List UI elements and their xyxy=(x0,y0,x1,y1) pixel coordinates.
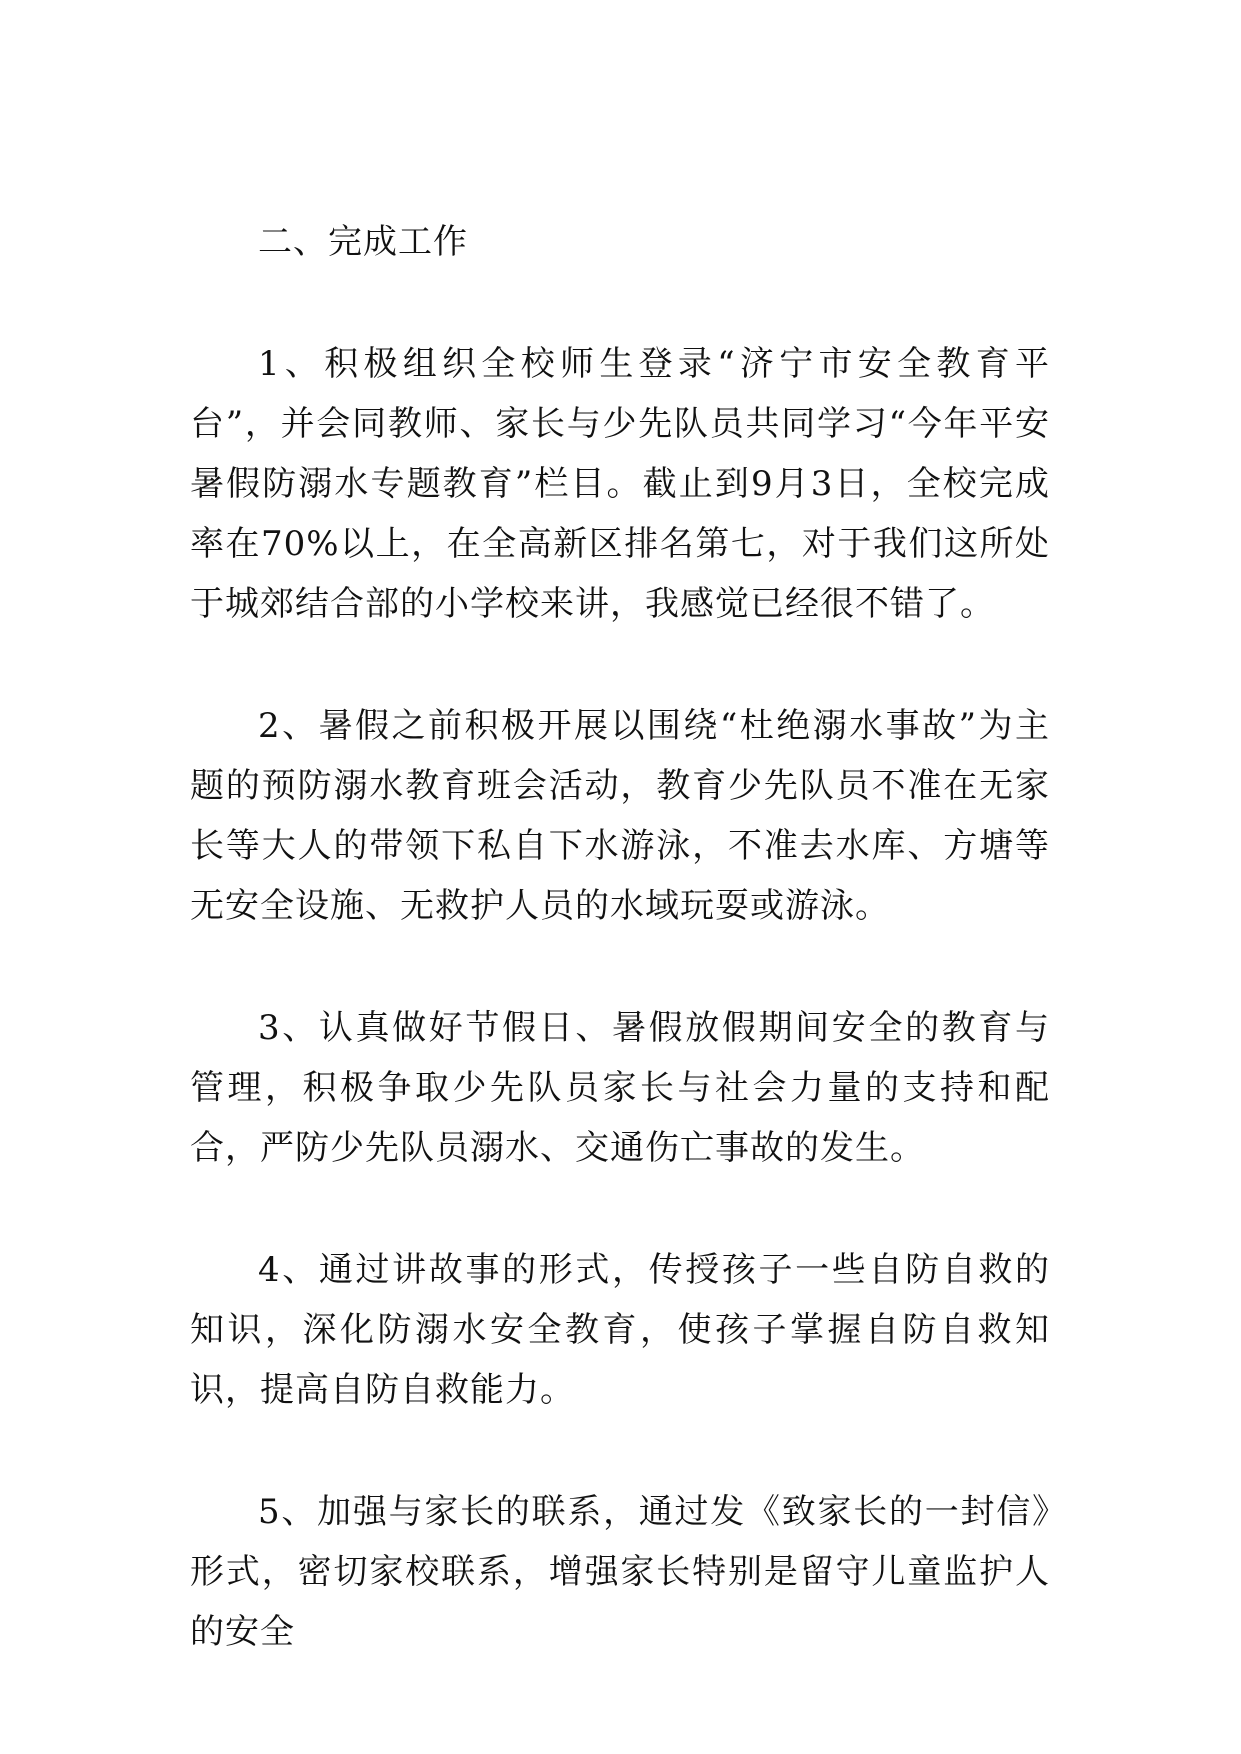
paragraph-item-3: 3、认真做好节假日、暑假放假期间安全的教育与管理，积极争取少先队员家长与社会力量的支持和配合，严防少先队员溺水、交通伤亡事故的发生。 xyxy=(190,1008,1050,1168)
paragraph-item-1: 1、积极组织全校师生登录“济宁市安全教育平台”，并会同教师、家长与少先队员共同学习“今年平安暑假防溺水专题教育”栏目。截止到9月3日，全校完成率在70%以上，在全高新区排名第七，对于我们这所处于城郊结合部的小学校来讲，我感觉已经很不错了。 xyxy=(190,344,1050,624)
paragraph-item-5: 5、加强与家长的联系，通过发《致家长的一封信》形式，密切家校联系，增强家长特别是留守儿童监护人的安全 xyxy=(190,1492,1050,1652)
paragraph-item-2: 2、暑假之前积极开展以围绕“杜绝溺水事故”为主题的预防溺水教育班会活动，教育少先队员不准在无家长等大人的带领下私自下水游泳，不准去水库、方塘等无安全设施、无救护人员的水域玩耍或游泳。 xyxy=(190,706,1050,926)
section-heading: 二、完成工作 xyxy=(258,222,468,262)
paragraph-item-4: 4、通过讲故事的形式，传授孩子一些自防自救的知识，深化防溺水安全教育，使孩子掌握自防自救知识，提高自防自救能力。 xyxy=(190,1250,1050,1410)
document-body xyxy=(190,212,1050,1662)
